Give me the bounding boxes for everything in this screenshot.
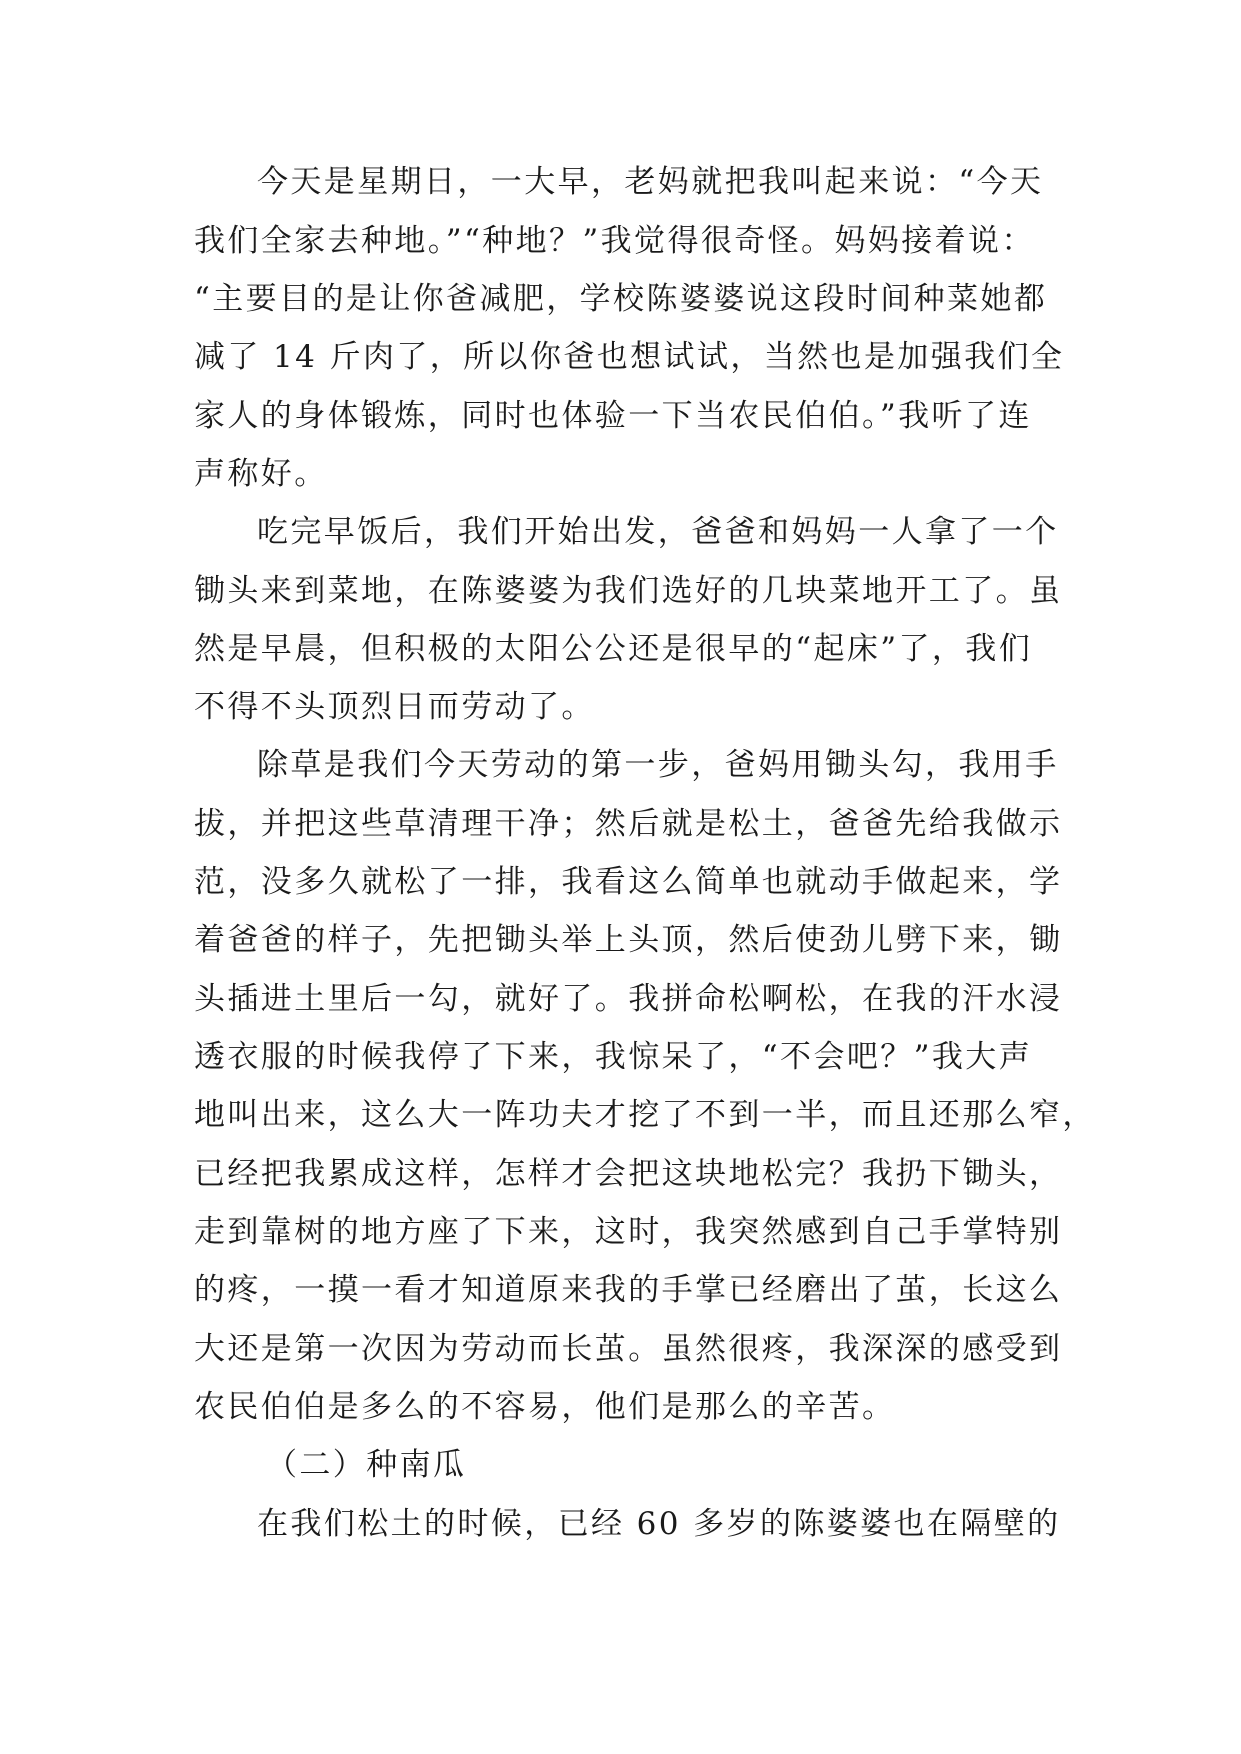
paragraph-3-line-12: 农民伯伯是多么的不容易，他们是那么的辛苦。 (194, 1389, 896, 1425)
section-heading: （二）种南瓜 (266, 1447, 467, 1483)
paragraph-1-line-2: 我们全家去种地。”“种地？”我觉得很奇怪。妈妈接着说： (194, 223, 1035, 259)
paragraph-1-line-5: 家人的身体锻炼，同时也体验一下当农民伯伯。”我听了连 (194, 398, 1032, 434)
paragraph-3-line-3: 范，没多久就松了一排，我看这么简单也就动手做起来，学 (194, 864, 1063, 900)
paragraph-1-line-4: 减了 14 斤肉了，所以你爸也想试试，当然也是加强我们全 (194, 339, 1065, 375)
paragraph-2-line-2: 锄头来到菜地，在陈婆婆为我们选好的几块菜地开工了。虽 (194, 573, 1063, 609)
paragraph-4-line-1: 在我们松土的时候，已经 60 多岁的陈婆婆也在隔壁的 (257, 1506, 1061, 1542)
paragraph-3-line-5: 头插进土里后一勾，就好了。我拼命松啊松，在我的汗水浸 (194, 981, 1063, 1017)
paragraph-3-line-4: 着爸爸的样子，先把锄头举上头顶，然后使劲儿劈下来，锄 (194, 922, 1063, 958)
paragraph-1-line-1: 今天是星期日，一大早，老妈就把我叫起来说：“今天 (257, 164, 1044, 200)
paragraph-2-line-3: 然是早晨，但积极的太阳公公还是很早的“起床”了，我们 (194, 631, 1033, 667)
paragraph-3-line-7: 地叫出来，这么大一阵功夫才挖了不到一半，而且还那么窄， (194, 1097, 1096, 1133)
paragraph-2-line-1: 吃完早饭后，我们开始出发，爸爸和妈妈一人拿了一个 (257, 514, 1059, 550)
paragraph-1-line-3: “主要目的是让你爸减肥，学校陈婆婆说这段时间种菜她都 (194, 281, 1048, 317)
paragraph-1-line-6: 声称好。 (194, 456, 328, 492)
paragraph-3-line-6: 透衣服的时候我停了下来，我惊呆了，“不会吧？”我大声 (194, 1039, 1033, 1075)
paragraph-2-line-4: 不得不头顶烈日而劳动了。 (194, 689, 595, 725)
paragraph-3-line-2: 拔，并把这些草清理干净；然后就是松土，爸爸先给我做示 (194, 806, 1063, 842)
paragraph-3-line-1: 除草是我们今天劳动的第一步，爸妈用锄头勾，我用手 (257, 747, 1059, 783)
paragraph-3-line-10: 的疼，一摸一看才知道原来我的手掌已经磨出了茧，长这么 (194, 1272, 1063, 1308)
paragraph-3-line-8: 已经把我累成这样，怎样才会把这块地松完？我扔下锄头， (194, 1156, 1063, 1192)
paragraph-3-line-9: 走到靠树的地方座了下来，这时，我突然感到自己手掌特别 (194, 1214, 1063, 1250)
paragraph-3-line-11: 大还是第一次因为劳动而长茧。虽然很疼，我深深的感受到 (194, 1331, 1063, 1367)
